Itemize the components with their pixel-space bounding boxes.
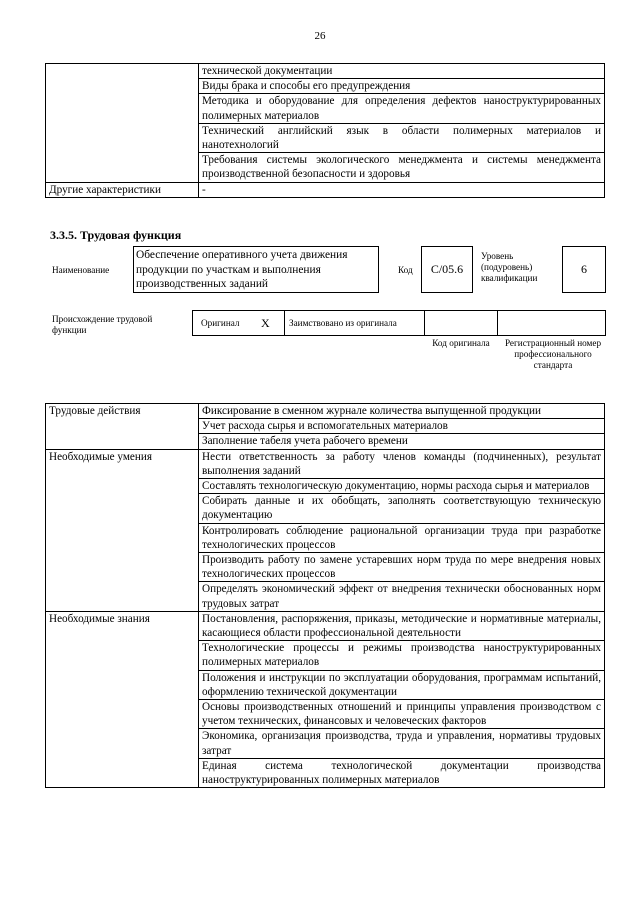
table-cell: технической документации xyxy=(199,64,605,79)
table-cell: Нести ответственность за работу членов команды (подчиненных), результат выполнения заданий xyxy=(199,449,605,478)
table-cell: Технический английский язык в области полимерных материалов и нанотехнологий xyxy=(199,123,605,152)
reg-caption: Регистрационный номер профессионального стандарта xyxy=(504,338,602,370)
divider xyxy=(424,311,425,335)
table-cell: Основы производственных отношений и принципы управления производством с учетом технических, финансовых и человеческих факторов xyxy=(199,700,605,729)
origin-label: Происхождение трудовой функции xyxy=(52,314,153,335)
divider xyxy=(497,311,498,335)
table-cell: Составлять технологическую документацию, нормы расхода сырья и материалов xyxy=(199,479,605,494)
original-mark: X xyxy=(261,316,270,330)
table-row xyxy=(46,611,605,640)
table-row xyxy=(46,404,605,419)
table-cell: Контролировать соблюдение рациональной организации труда при разработке технологических процессов xyxy=(199,523,605,552)
table-cell: Определять экономический эффект от внедрения технически обоснованных норм трудовых затрат xyxy=(199,582,605,611)
table-cell: Требования системы экологического менеджмента и системы менеджмента производственной безопасности и здоровья xyxy=(199,153,605,182)
level-value: 6 xyxy=(562,246,606,293)
table-cell: Собирать данные и их обобщать, заполнять соответствующую техническую документацию xyxy=(199,494,605,523)
row-label: Другие характеристики xyxy=(46,182,199,197)
table-cell: Экономика, организация производства, труда и управления, нормативы трудовых затрат xyxy=(199,729,605,758)
code-label: Код xyxy=(398,265,413,275)
table-row xyxy=(46,64,605,79)
table-row xyxy=(46,182,605,197)
table-cell: Единая система технологической документации производства наноструктурированных полимерных материалов xyxy=(199,758,605,787)
table-cell: Заполнение табеля учета рабочего времени xyxy=(199,434,605,449)
table-row xyxy=(46,449,605,478)
origin-box xyxy=(192,310,606,336)
table-cell: - xyxy=(199,182,605,197)
row-label xyxy=(46,64,199,183)
table-cell: Производить работу по замене устаревших норм труда по мере внедрения новых технологических процессов xyxy=(199,553,605,582)
table-cell: Методика и оборудование для определения дефектов наноструктурированных полимерных материалов xyxy=(199,94,605,123)
name-label: Наименование xyxy=(52,265,110,275)
section-title: 3.3.5. Трудовая функция xyxy=(50,228,182,242)
table-cell: Положения и инструкции по эксплуатации оборудования, программам испытаний, оформлению технической документации xyxy=(199,670,605,699)
section-label: Трудовые действия xyxy=(46,404,199,450)
table-cell: Учет расхода сырья и вспомогательных материалов xyxy=(199,419,605,434)
table-cell: Постановления, распоряжения, приказы, методические и нормативные материалы, касающиеся области профессиональной деятельности xyxy=(199,611,605,640)
divider xyxy=(284,311,285,335)
code-value: C/05.6 xyxy=(421,246,473,293)
original-label: Оригинал xyxy=(201,318,240,328)
table-cell: Фиксирование в сменном журнале количества выпущенной продукции xyxy=(199,404,605,419)
borrowed-label: Заимствовано из оригинала xyxy=(289,318,397,328)
code-caption: Код оригинала xyxy=(432,338,490,348)
name-value: Обеспечение оперативного учета движения продукции по участкам и выполнения производственных заданий xyxy=(133,246,379,293)
table-cell: Виды брака и способы его предупреждения xyxy=(199,79,605,94)
section-label: Необходимые знания xyxy=(46,611,199,787)
top-table xyxy=(45,63,605,198)
level-label: Уровень (подуровень) квалификации xyxy=(481,251,538,283)
section-label: Необходимые умения xyxy=(46,449,199,611)
main-table xyxy=(45,403,605,788)
page-number: 26 xyxy=(314,30,326,42)
table-cell: Технологические процессы и режимы производства наноструктурированных полимерных материалов xyxy=(199,641,605,670)
